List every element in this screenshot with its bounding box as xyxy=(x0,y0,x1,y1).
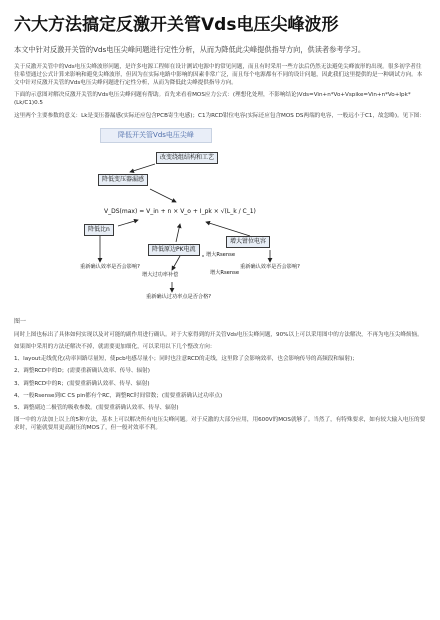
paragraph-2: 下面的示意图对解决反激开关管的Vds电压尖峰问题有帮助。首先来看看MOS应力公式：(理想化处理，不影响结论)Vds=Vin+n*Vo+Vspike=Vin+n*Vo+Ipk*(Lk/C1)0.5 xyxy=(14,92,411,107)
paragraph-1: 关于反激开关管中的Vds电压尖峰波形问题，是许多电源工程师在设计测试电源中的常见问题，而且有时采用一些方法后仍然无法避免尖峰波形的出现。很多初学者往往希望通过公式计算来影响和避免尖峰波形，但因为在实际电路中影响的因素非常广泛，而且每个电源都有不同的设计问题，因此我们这里提供的是一种调试方向。本文中针对反激开关管的Vds电压尖峰问题进行定性分析，从而为降低此尖峰提供指导方向。 xyxy=(14,63,423,86)
paragraph-4: 同时上图也标出了具体如何实现以及对可能的副作用进行确认。对于大家得到的开关管Vds电压尖峰问题，90%以上可以采用图中的方法解决，不再为电压尖峰烦恼。 xyxy=(14,331,423,338)
note-rsense: 增大Rsense xyxy=(206,251,236,258)
list-item-2: 2、调整RCD中的D；(需要重新确认效率、传导、辐射) xyxy=(14,368,150,375)
list-item-5: 5、调整副边二极管的吸收参数。(需要重新确认效率、传导、辐射) xyxy=(14,404,179,411)
method-diagram xyxy=(80,124,310,310)
paragraph-6: 图一中的方法加上以上的5种方法，基本上可以解决所有电压尖峰问题。对于反激的大部分应用，用600V的MOS就够了。当然了，有特殊要求，如有较大输入电压的要求时，可能就要用更高耐压的MOS了，但一般对效率不利。 xyxy=(14,417,426,432)
list-item-1: 1、layout走线优化(功率回路尽量短，使pcb电感尽量小；同时也注意RCD的走线，这里除了会影响效率，也会影响传导的高频段和辐射)； xyxy=(14,356,358,363)
box-clamp: 增大钳位电容 xyxy=(226,236,270,248)
note-efficiency-2: 重新确认效率是否会影响? xyxy=(240,263,300,270)
page-title: 六大方法搞定反激开关管Vds电压尖峰波形 xyxy=(14,15,339,35)
box-leakage: 降低变压器漏感 xyxy=(98,174,148,186)
list-item-3: 3、调整RCD中的R；(需要重新确认效率、传导、辐射) xyxy=(14,380,150,387)
box-ratio: 降低比n xyxy=(84,224,114,236)
box-layout: 改变绕组结构和工艺 xyxy=(156,152,218,164)
note-lower-efficiency: 重新确认效率是否会影响? xyxy=(80,263,140,270)
note-recheck-power: 重新确认过功率点是否合格? xyxy=(146,293,212,300)
paragraph-3: 这里两个主要参数的意义：Lk是变压器漏感(实际还应包含PCB寄生电感)；C1为RCD钳位电容(实际还应包含MOS DS两端的电容，一般远小于C1，故忽略)。见下图： xyxy=(14,112,425,119)
diagram-formula: V_DS(max) = V_in + n × V_o + I_pk × √(L_k / C_1) xyxy=(104,207,256,215)
figure-caption: 图一 xyxy=(14,317,27,325)
paragraph-5: 如果图中采用的方法还解决不掉，就需要更加细化，可以采用以下几个整改方向： xyxy=(14,343,216,350)
intro-paragraph: 本文中针对反激开关管的Vds电压尖峰问题进行定性分析，从而为降低此尖峰提供指导方向，供读者参考学习。 xyxy=(14,45,366,54)
box-pk: 降低原边PK电流 xyxy=(148,244,200,256)
list-item-4: 4、一般Rsense到IC CS pin都有个RC，调整RC时间常数；(需要重新确认过功率点) xyxy=(14,392,223,399)
document-page xyxy=(14,10,426,437)
note-overcurrent: 增大过功率补偿 xyxy=(142,271,179,278)
note-rsense-2: 增大Rsense xyxy=(210,269,240,276)
diagram-title: 降低开关管Vds电压尖峰 xyxy=(100,128,212,143)
